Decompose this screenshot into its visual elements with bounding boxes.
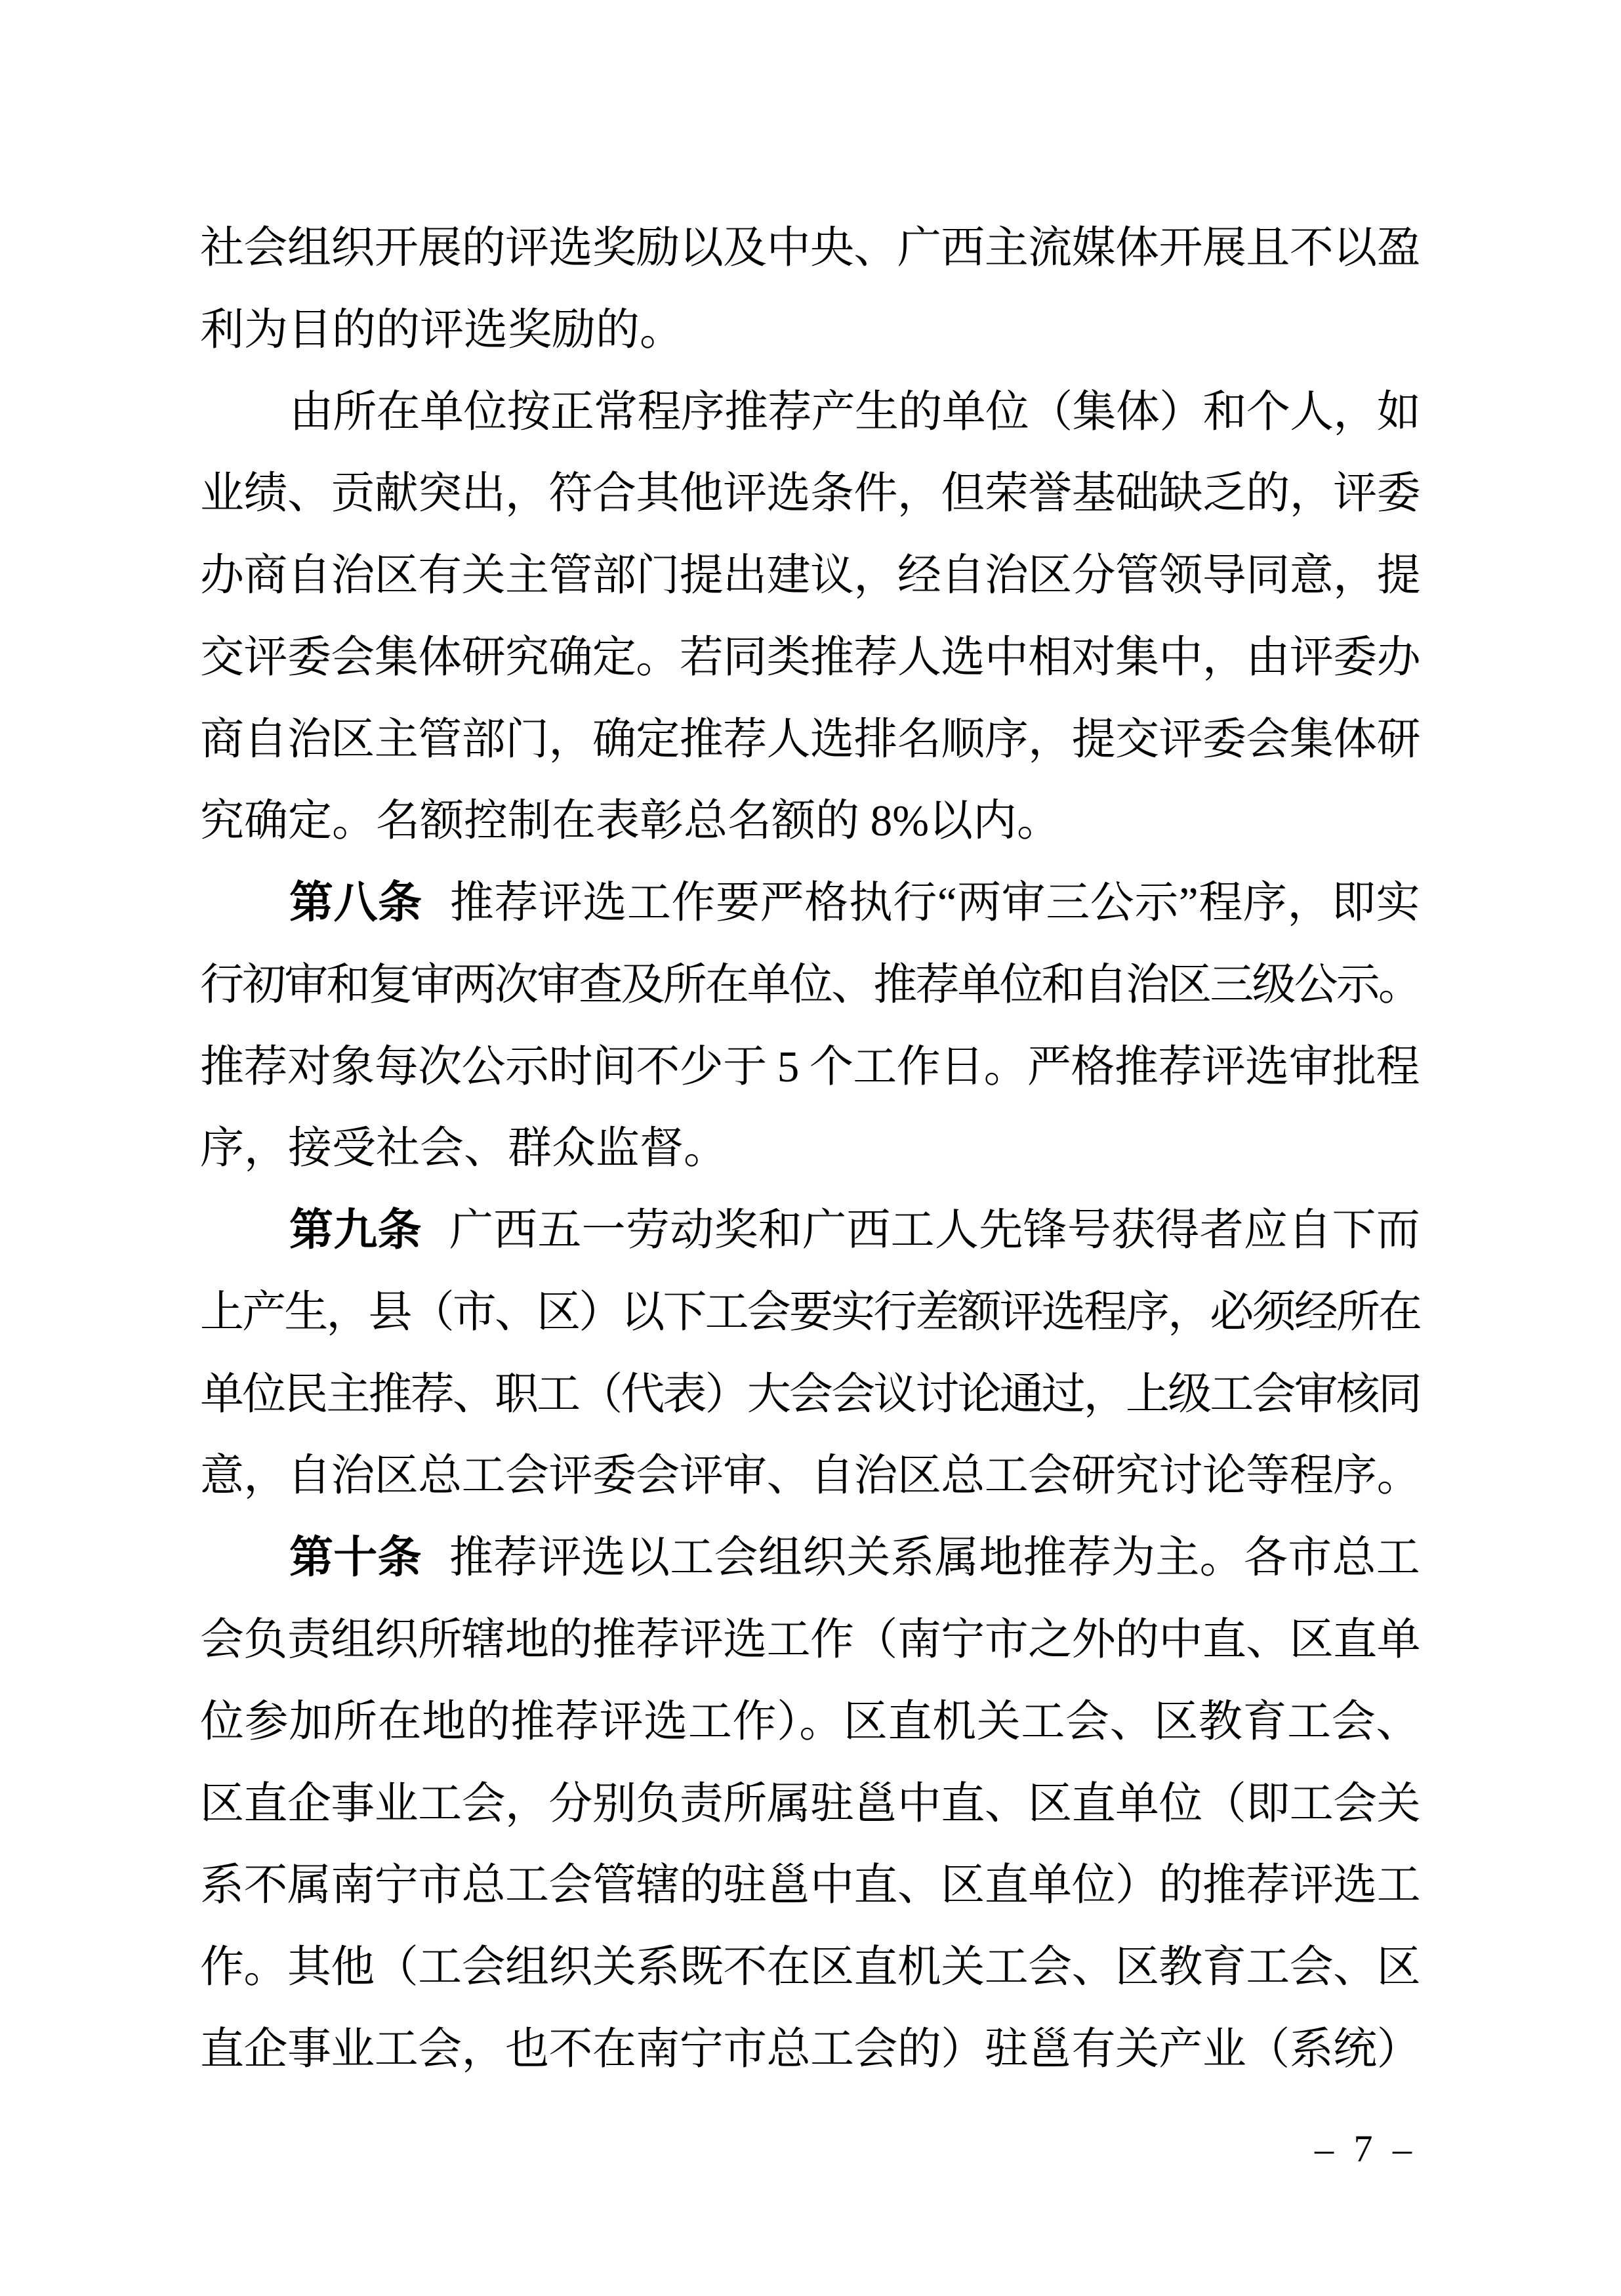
text-line: [200, 780, 1420, 862]
line-inner: [200, 1599, 1420, 1681]
line-text: 作。其他（工会组织关系既不在区直机关工会、区教育工会、区: [200, 1943, 1420, 1992]
text-line: [200, 1108, 1420, 1190]
text-line: [200, 289, 1420, 371]
line-inner: [200, 1763, 1420, 1845]
article-number: 第九条: [289, 1205, 422, 1255]
line-inner: [200, 289, 684, 371]
text-line: [200, 862, 1420, 944]
text-line: [200, 1927, 1420, 2009]
line-text: 单位民主推荐、职工（代表）大会会议讨论通过，上级工会审核同: [200, 1369, 1420, 1419]
line-text: 推荐评选以工会组织关系属地推荐为主。各市总工: [449, 1534, 1421, 1583]
text-line: [200, 535, 1420, 617]
line-text: 直企事业工会，也不在南宁市总工会的）驻邕有关产业（系统）: [200, 2024, 1420, 2074]
text-line: [200, 207, 1420, 289]
line-text: 推荐评选工作要严格执行“两审三公示”程序，即实: [449, 879, 1421, 928]
text-line: [200, 1435, 1420, 1517]
line-inner: [200, 1354, 1420, 1436]
line-inner: [200, 1026, 1420, 1108]
text-line: [200, 371, 1420, 453]
line-text: 系不属南宁市总工会管辖的驻邕中直、区直单位）的推荐评选工: [200, 1861, 1420, 1910]
text-line: [200, 1517, 1420, 1599]
line-text: 社会组织开展的评选奖励以及中央、广西主流媒体开展且不以盈: [200, 224, 1420, 272]
line-text: 究确定。名额控制在表彰总名额的 8%以内。: [200, 797, 1061, 846]
article-number: 第八条: [289, 878, 422, 928]
page-number: – 7 –: [1315, 2127, 1417, 2170]
text-line: [200, 944, 1420, 1026]
line-text: 意，自治区总工会评委会评审、自治区总工会研究讨论等程序。: [200, 1451, 1420, 1501]
line-text: 办商自治区有关主管部门提出建议，经自治区分管领导同意，提: [200, 551, 1420, 600]
line-text: 由所在单位按正常程序推荐产生的单位（集体）和个人，如: [289, 387, 1420, 436]
line-inner: [200, 1435, 1420, 1517]
text-line: [200, 617, 1420, 699]
line-text: 区直企事业工会，分别负责所属驻邕中直、区直单位（即工会关: [200, 1779, 1420, 1828]
text-line: [200, 699, 1420, 781]
line-inner: [200, 699, 1420, 781]
text-line: [200, 453, 1420, 535]
line-inner: [200, 535, 1420, 617]
line-text: 商自治区主管部门，确定推荐人选排名顺序，提交评委会集体研: [200, 715, 1420, 764]
text-line: [200, 1190, 1420, 1272]
line-inner: [200, 780, 1061, 862]
line-inner: [200, 944, 1420, 1026]
line-inner: [289, 371, 1420, 453]
text-line: [200, 1763, 1420, 1845]
line-text: 交评委会集体研究确定。若同类推荐人选中相对集中，由评委办: [200, 633, 1420, 682]
line-inner: [200, 453, 1420, 535]
text-line: [200, 1354, 1420, 1436]
line-text: 利为目的的评选奖励的。: [200, 305, 684, 354]
line-text: 位参加所在地的推荐评选工作）。区直机关工会、区教育工会、: [200, 1697, 1420, 1746]
text-line: [200, 1845, 1420, 1927]
text-line: [200, 2009, 1420, 2091]
line-inner: [289, 1517, 1420, 1599]
line-inner: [200, 617, 1420, 699]
line-inner: [200, 207, 1420, 289]
line-text: 推荐对象每次公示时间不少于 5 个工作日。严格推荐评选审批程: [200, 1042, 1420, 1091]
line-text: 业绩、贡献突出，符合其他评选条件，但荣誉基础缺乏的，评委: [200, 469, 1420, 518]
line-text: 广西五一劳动奖和广西工人先锋号获得者应自下而: [449, 1206, 1421, 1255]
text-line: [200, 1681, 1420, 1763]
line-inner: [200, 1272, 1420, 1354]
line-text: 序，接受社会、群众监督。: [200, 1124, 728, 1173]
article-number: 第十条: [289, 1533, 422, 1583]
line-text: 会负责组织所辖地的推荐评选工作（南宁市之外的中直、区直单: [200, 1616, 1420, 1665]
text-line: [200, 1272, 1420, 1354]
line-inner: [200, 1681, 1420, 1763]
line-inner: [200, 1927, 1420, 2009]
line-inner: [289, 1190, 1420, 1272]
text-line: [200, 1599, 1420, 1681]
line-inner: [200, 2009, 1420, 2091]
line-inner: [289, 862, 1420, 944]
line-text: 行初审和复审两次审查及所在单位、推荐单位和自治区三级公示。: [200, 960, 1420, 1009]
document-body: [200, 207, 1420, 2091]
text-line: [200, 1026, 1420, 1108]
line-text: 上产生，县（市、区）以下工会要实行差额评选程序，必须经所在: [200, 1287, 1420, 1337]
line-inner: [200, 1108, 728, 1190]
line-inner: [200, 1845, 1420, 1927]
